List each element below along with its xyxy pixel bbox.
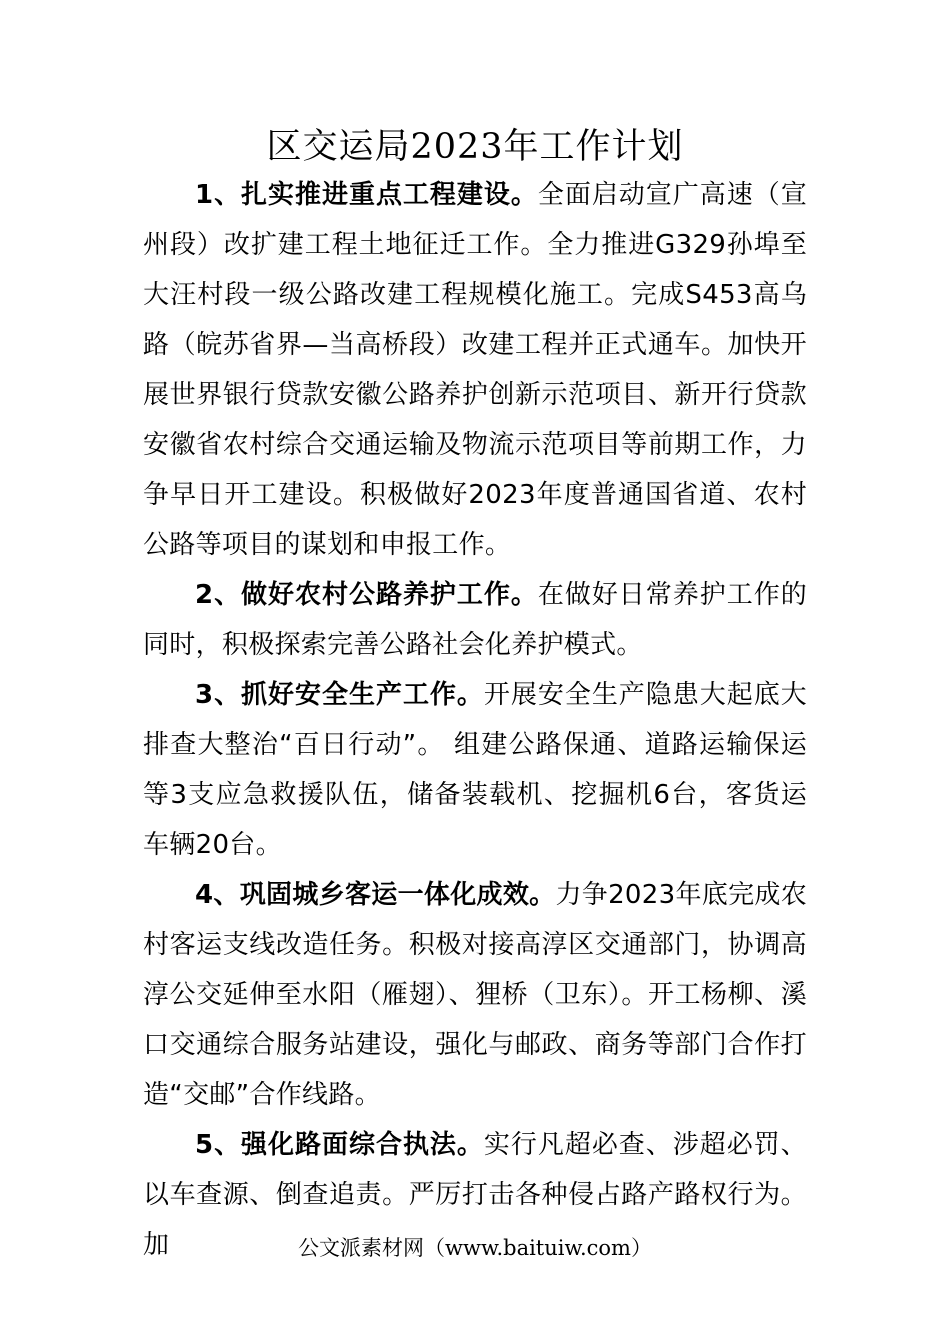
section-text: 力争2023年底完成农村客运支线改造任务。积极对接高淳区交通部门，协调高淳公交延伸至水阳（雁翅）、狸桥（卫东）。开工杨柳、溪口交通综合服务站建设，强化与邮政、商务等部门合作打造“交邮”合作线路。 [143, 880, 807, 1110]
section-heading: 5、强化路面综合执法。 [195, 1130, 484, 1160]
section-text: 全面启动宣广高速（宣州段）改扩建工程土地征迁工作。全力推进G329孙埠至大汪村段一级公路改建工程规模化施工。完成S453高乌路（皖苏省界—当高桥段）改建工程并正式通车。加快开展世界银行贷款安徽公路养护创新示范项目、新开行贷款安徽省农村综合交通运输及物流示范项目等前期工作，力争早日开工建设。积极做好2023年度普通国省道、农村公路等项目的谋划和申报工作。 [143, 180, 807, 560]
section-heading: 3、抓好安全生产工作。 [195, 680, 484, 710]
section-paragraph [143, 670, 807, 870]
section-paragraph [143, 570, 807, 670]
section-heading: 4、巩固城乡客运一体化成效。 [195, 880, 556, 910]
section-text: 在做好日常养护工作的同时，积极探索完善公路社会化养护模式。 [143, 580, 807, 660]
document-title: 区交运局2023年工作计划 [266, 127, 684, 167]
section-heading: 2、做好农村公路养护工作。 [195, 580, 538, 610]
section-text: 实行凡超必查、涉超必罚、以车查源、倒查追责。严厉打击各种侵占路产路权行为。加 [143, 1130, 807, 1260]
document-body [143, 170, 807, 1270]
section-text: 开展安全生产隐患大起底大排查大整治“百日行动”。 组建公路保通、道路运输保运等3支应急救援队伍，储备装载机、挖掘机6台，客货运车辆20台。 [143, 680, 807, 860]
section-heading: 1、扎实推进重点工程建设。 [195, 180, 538, 210]
watermark-footer: 公文派素材网（www.baituiw.com） [298, 1236, 652, 1260]
section-paragraph [143, 870, 807, 1120]
section-paragraph [143, 170, 807, 570]
